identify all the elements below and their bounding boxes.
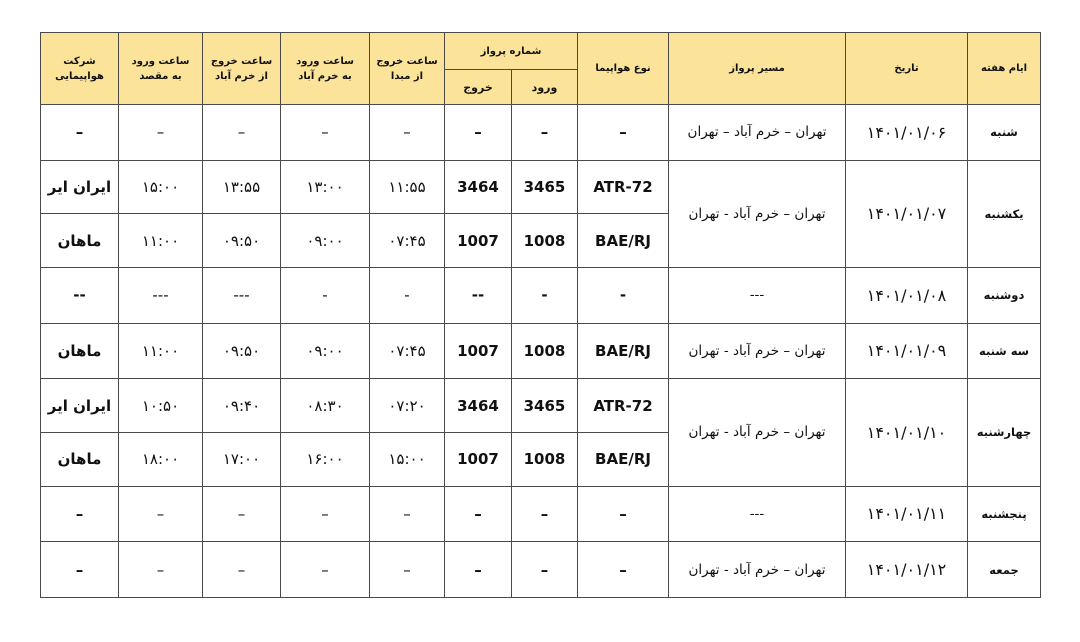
arrival-destination-cell: ۱۵:۰۰: [119, 160, 203, 214]
header-row: [41, 33, 1041, 70]
day-cell: سه شنبه: [968, 323, 1041, 379]
departure-khorramabad-cell: ۰۹:۵۰: [203, 323, 281, 379]
arrival-number-cell: 3465: [512, 160, 578, 214]
date-cell: ۱۴۰۱/۰۱/۰۷: [846, 160, 968, 267]
date-cell: ۱۴۰۱/۰۱/۱۰: [846, 379, 968, 486]
departure-number-cell: –: [445, 486, 512, 542]
route-cell: تهران – خرم آباد - تهران: [669, 160, 846, 267]
departure-origin-cell: ۰۷:۴۵: [370, 323, 445, 379]
aircraft-cell: -: [578, 267, 669, 323]
date-cell: ۱۴۰۱/۰۱/۱۲: [846, 542, 968, 598]
table-row: [41, 542, 1041, 598]
header-date: تاریخ: [846, 33, 968, 105]
arrival-destination-cell: ۱۸:۰۰: [119, 432, 203, 486]
header-departure-khorramabad: ساعت خروج از خرم آباد: [203, 33, 281, 105]
arrival-khorramabad-cell: ۰۹:۰۰: [281, 323, 370, 379]
aircraft-cell: BAE/RJ: [578, 432, 669, 486]
aircraft-cell: BAE/RJ: [578, 214, 669, 268]
flight-schedule-table: [40, 32, 1041, 598]
departure-number-cell: --: [445, 267, 512, 323]
departure-origin-cell: –: [370, 542, 445, 598]
aircraft-cell: ATR-72: [578, 379, 669, 433]
arrival-khorramabad-cell: ۰۹:۰۰: [281, 214, 370, 268]
aircraft-cell: –: [578, 486, 669, 542]
arrival-number-cell: 1008: [512, 432, 578, 486]
arrival-number-cell: –: [512, 486, 578, 542]
arrival-number-cell: 1008: [512, 323, 578, 379]
departure-origin-cell: –: [370, 105, 445, 161]
day-cell: جمعه: [968, 542, 1041, 598]
departure-khorramabad-cell: –: [203, 105, 281, 161]
departure-khorramabad-cell: ---: [203, 267, 281, 323]
departure-number-cell: 3464: [445, 379, 512, 433]
day-cell: یکشنبه: [968, 160, 1041, 267]
departure-khorramabad-cell: –: [203, 542, 281, 598]
departure-origin-cell: ۰۷:۲۰: [370, 379, 445, 433]
airline-cell: ایران ایر: [41, 160, 119, 214]
day-cell: شنبه: [968, 105, 1041, 161]
departure-khorramabad-cell: ۰۹:۴۰: [203, 379, 281, 433]
arrival-khorramabad-cell: ۱۳:۰۰: [281, 160, 370, 214]
date-cell: ۱۴۰۱/۰۱/۱۱: [846, 486, 968, 542]
table-row: [41, 323, 1041, 379]
arrival-khorramabad-cell: –: [281, 542, 370, 598]
departure-khorramabad-cell: ۱۳:۵۵: [203, 160, 281, 214]
table-row: [41, 105, 1041, 161]
airline-cell: –: [41, 105, 119, 161]
arrival-number-cell: 1008: [512, 214, 578, 268]
arrival-khorramabad-cell: ۱۶:۰۰: [281, 432, 370, 486]
arrival-destination-cell: ---: [119, 267, 203, 323]
schedule-body: [41, 105, 1041, 598]
arrival-destination-cell: ۱۱:۰۰: [119, 214, 203, 268]
route-cell: تهران – خرم آباد - تهران: [669, 323, 846, 379]
header-departure-number: خروج: [445, 70, 512, 105]
departure-origin-cell: ۱۱:۵۵: [370, 160, 445, 214]
aircraft-cell: BAE/RJ: [578, 323, 669, 379]
day-cell: چهارشنبه: [968, 379, 1041, 486]
header-flight-number: شماره پرواز: [445, 33, 578, 70]
arrival-number-cell: -: [512, 267, 578, 323]
departure-number-cell: –: [445, 105, 512, 161]
date-cell: ۱۴۰۱/۰۱/۰۹: [846, 323, 968, 379]
aircraft-cell: ATR-72: [578, 160, 669, 214]
arrival-khorramabad-cell: -: [281, 267, 370, 323]
departure-origin-cell: –: [370, 486, 445, 542]
arrival-destination-cell: ۱۱:۰۰: [119, 323, 203, 379]
departure-number-cell: –: [445, 542, 512, 598]
arrival-destination-cell: –: [119, 542, 203, 598]
route-cell: تهران – خرم آباد - تهران: [669, 379, 846, 486]
departure-number-cell: 1007: [445, 432, 512, 486]
date-cell: ۱۴۰۱/۰۱/۰۸: [846, 267, 968, 323]
route-cell: ---: [669, 486, 846, 542]
header-departure-origin: ساعت خروج از مبدا: [370, 33, 445, 105]
departure-number-cell: 1007: [445, 214, 512, 268]
departure-khorramabad-cell: –: [203, 486, 281, 542]
arrival-khorramabad-cell: ۰۸:۳۰: [281, 379, 370, 433]
arrival-destination-cell: –: [119, 105, 203, 161]
airline-cell: ایران ایر: [41, 379, 119, 433]
arrival-destination-cell: ۱۰:۵۰: [119, 379, 203, 433]
airline-cell: --: [41, 267, 119, 323]
table-row: [41, 486, 1041, 542]
table-row: [41, 267, 1041, 323]
route-cell: تهران – خرم آباد – تهران: [669, 105, 846, 161]
departure-khorramabad-cell: ۱۷:۰۰: [203, 432, 281, 486]
header-route: مسیر پرواز: [669, 33, 846, 105]
departure-origin-cell: -: [370, 267, 445, 323]
route-cell: ---: [669, 267, 846, 323]
header-arrival-number: ورود: [512, 70, 578, 105]
route-cell: تهران – خرم آباد - تهران: [669, 542, 846, 598]
header-airline: شرکت هواپیمایی: [41, 33, 119, 105]
airline-cell: –: [41, 542, 119, 598]
arrival-number-cell: 3465: [512, 379, 578, 433]
airline-cell: –: [41, 486, 119, 542]
arrival-khorramabad-cell: –: [281, 105, 370, 161]
airline-cell: ماهان: [41, 214, 119, 268]
header-day: ایام هفته: [968, 33, 1041, 105]
table-row: [41, 379, 1041, 433]
aircraft-cell: –: [578, 105, 669, 161]
table-row: [41, 160, 1041, 214]
header-aircraft: نوع هواپیما: [578, 33, 669, 105]
header-arrival-khorramabad: ساعت ورود به خرم آباد: [281, 33, 370, 105]
header-arrival-destination: ساعت ورود به مقصد: [119, 33, 203, 105]
date-cell: ۱۴۰۱/۰۱/۰۶: [846, 105, 968, 161]
departure-number-cell: 1007: [445, 323, 512, 379]
arrival-number-cell: –: [512, 105, 578, 161]
departure-khorramabad-cell: ۰۹:۵۰: [203, 214, 281, 268]
arrival-destination-cell: –: [119, 486, 203, 542]
departure-origin-cell: ۱۵:۰۰: [370, 432, 445, 486]
day-cell: دوشنبه: [968, 267, 1041, 323]
day-cell: پنجشنبه: [968, 486, 1041, 542]
airline-cell: ماهان: [41, 432, 119, 486]
departure-number-cell: 3464: [445, 160, 512, 214]
airline-cell: ماهان: [41, 323, 119, 379]
departure-origin-cell: ۰۷:۴۵: [370, 214, 445, 268]
arrival-khorramabad-cell: –: [281, 486, 370, 542]
aircraft-cell: –: [578, 542, 669, 598]
arrival-number-cell: –: [512, 542, 578, 598]
